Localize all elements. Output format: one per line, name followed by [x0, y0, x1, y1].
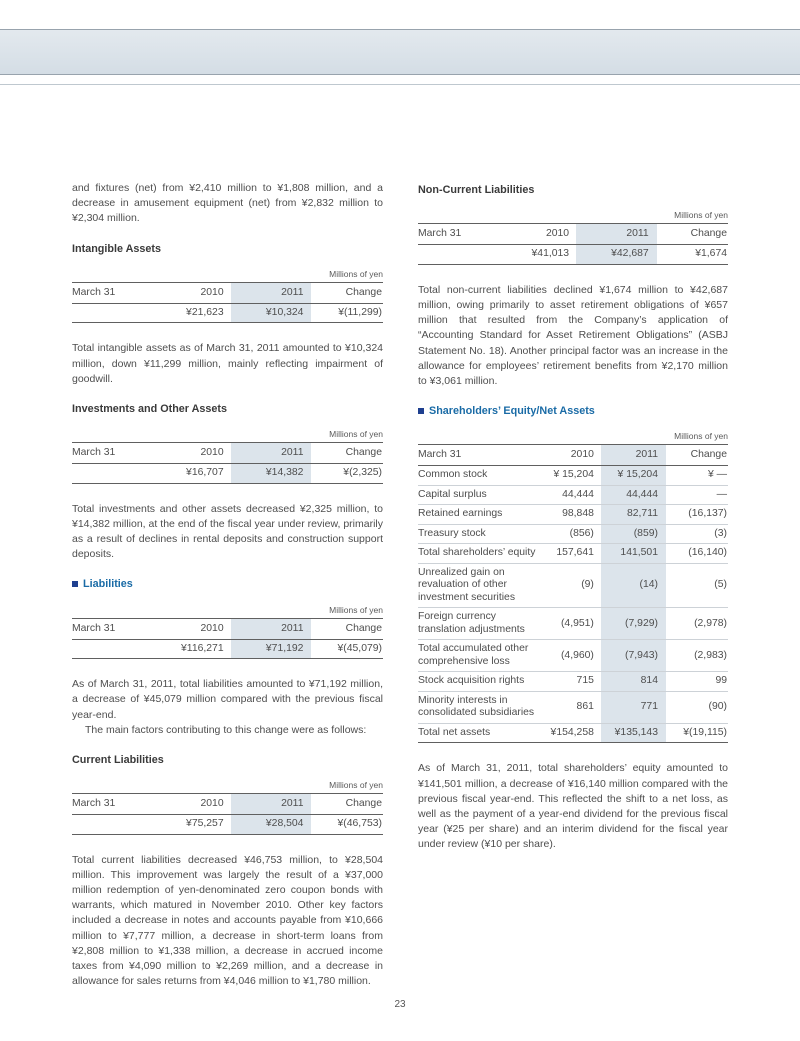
table-row [418, 524, 728, 544]
row-value: (16,137) [688, 508, 727, 520]
row-label: Unrealized gain on revaluation of other investment securities [418, 566, 516, 603]
millions-of-yen-note: Millions of yen [329, 429, 383, 440]
table-row [72, 464, 383, 484]
column-header-2011: 2011 [231, 282, 312, 303]
column-header-2011: 2011 [231, 443, 312, 464]
table-row [418, 640, 728, 672]
column-header-change: Change [345, 622, 382, 634]
row-value: ¥ — [707, 469, 727, 481]
row-value: ¥ 15,204 [601, 466, 666, 486]
row-value: ¥71,192 [231, 639, 312, 659]
page-number: 23 [394, 999, 406, 1010]
row-value: 771 [601, 691, 666, 723]
left-column [72, 181, 383, 1004]
current-liabilities-paragraph: Total current liabilities decreased ¥46,753 million, to ¥28,504 million. This improvement was largely the result of a ¥37,000 million redemption of yen-denominated zero coupon bonds with warrants, which matured in November 2010. Other key factors included a decrease in notes and accounts payable from ¥10,666 million to ¥7,777 million, a decrease in short-term loans from ¥2,808 million to ¥1,338 million, a decrease in accrued income taxes from ¥4,090 million to ¥2,269 million, and a decrease in allowance for sales returns from ¥4,046 million to ¥1,780 million. [72, 853, 383, 988]
current-liabilities-heading: Current Liabilities [72, 753, 164, 766]
section-intangible-assets [72, 242, 383, 387]
row-value: (859) [601, 524, 666, 544]
table-row [418, 245, 728, 265]
column-header-2010: 2010 [200, 798, 224, 810]
row-label [72, 303, 153, 323]
row-value: 141,501 [601, 544, 666, 564]
row-value: ¥(2,325) [343, 467, 382, 479]
section-investments-other-assets [72, 402, 383, 563]
intangible-assets-table [72, 282, 383, 324]
investments-paragraph: Total investments and other assets decreased ¥2,325 million, to ¥14,382 million, at the end of the fiscal year under review, primarily as a result of declines in rental deposits and construction support deposits. [72, 502, 383, 561]
row-value: 861 [576, 701, 594, 713]
row-value: (2,978) [694, 617, 727, 629]
column-header-2011: 2011 [601, 445, 666, 466]
row-label [72, 639, 153, 659]
row-value: 99 [715, 675, 727, 687]
row-value: ¥41,013 [531, 248, 570, 260]
column-header-2010: 2010 [200, 622, 224, 634]
row-value: 98,848 [562, 508, 594, 520]
row-value: (4,951) [560, 617, 594, 629]
intangible-assets-paragraph: Total intangible assets as of March 31, 2011 amounted to ¥10,324 million, down ¥11,299 million, mainly reflecting impairment of goodwill. [72, 342, 383, 385]
table-header-row [418, 445, 728, 466]
column-header-2010: 2010 [200, 447, 224, 459]
column-header-2011: 2011 [231, 794, 312, 815]
row-label: Treasury stock [418, 527, 486, 539]
column-header-label: March 31 [72, 286, 116, 298]
non-current-liabilities-paragraph: Total non-current liabilities declined ¥1,674 million to ¥42,687 million, owing primarily to asset retirement obligations of ¥657 million that resulted from the Company’s application of “Accounting Standard for Asset Retirement Obligations” (ASBJ Statement No. 18). Another principal factor was an increase in the allowance for employees’ retirement benefits from ¥2,170 million to ¥3,061 million. [418, 283, 728, 387]
row-value: ¥154,258 [550, 726, 594, 738]
section-non-current-liabilities [418, 183, 728, 389]
row-value: ¥ 15,204 [553, 469, 594, 481]
table-header-row [72, 794, 383, 815]
table-row [418, 485, 728, 505]
row-label: Total net assets [418, 726, 491, 738]
row-label [418, 245, 499, 265]
non-current-liabilities-table [418, 223, 728, 265]
millions-of-yen-note: Millions of yen [329, 268, 383, 279]
table-row [418, 544, 728, 564]
row-value: ¥(45,079) [337, 642, 382, 654]
table-row [72, 303, 383, 323]
column-header-label: March 31 [418, 228, 462, 240]
investments-heading: Investments and Other Assets [72, 402, 228, 415]
row-value: ¥135,143 [601, 723, 666, 743]
table-header-row [72, 443, 383, 464]
table-row [418, 608, 728, 640]
column-header-label: March 31 [72, 447, 116, 459]
row-label: Total shareholders’ equity [418, 547, 536, 559]
table-row [418, 723, 728, 743]
table-row [418, 466, 728, 486]
square-bullet-icon [418, 408, 424, 414]
column-header-change: Change [345, 286, 382, 298]
row-label: Capital surplus [418, 488, 487, 500]
table-header-row [72, 282, 383, 303]
row-value: — [716, 488, 727, 500]
row-value: 715 [576, 675, 594, 687]
header-divider-rule [0, 84, 800, 85]
liabilities-heading-label: Liabilities [83, 578, 133, 591]
column-header-label: March 31 [72, 798, 116, 810]
column-header-change: Change [345, 447, 382, 459]
row-label [72, 464, 153, 484]
shareholders-equity-heading [418, 404, 728, 419]
table-header-row [418, 224, 728, 245]
non-current-liabilities-heading: Non-Current Liabilities [418, 184, 535, 196]
row-label: Stock acquisition rights [418, 675, 525, 687]
table-row [72, 815, 383, 835]
table-row [418, 505, 728, 525]
shareholders-equity-paragraph: As of March 31, 2011, total shareholders’ equity amounted to ¥141,501 million, a decrease of ¥16,140 million compared with the previous fiscal year-end. This reflected the shift to a net loss, as well as the payment of a year-end dividend for the previous fiscal year (¥25 per share) and an interim dividend for the fiscal year under review (¥10 per share). [418, 762, 728, 851]
column-header-2010: 2010 [545, 228, 570, 240]
table-row [72, 639, 383, 659]
row-value: ¥(46,753) [337, 818, 382, 830]
row-value: ¥16,707 [186, 467, 224, 479]
row-value: 44,444 [601, 485, 666, 505]
row-value: ¥116,271 [181, 642, 224, 654]
liabilities-table [72, 618, 383, 660]
row-value: (4,960) [560, 649, 594, 661]
column-header-change: Change [690, 228, 727, 240]
row-value: ¥10,324 [231, 303, 312, 323]
row-value: (5) [714, 579, 727, 591]
row-value: (9) [581, 579, 594, 591]
section-current-liabilities [72, 753, 383, 990]
table-row [418, 672, 728, 692]
shareholders-equity-table [418, 444, 728, 743]
column-header-change: Change [345, 798, 382, 810]
liabilities-heading [72, 577, 383, 592]
row-value: (856) [569, 527, 594, 539]
page-header-band [0, 29, 800, 75]
row-value: 814 [601, 672, 666, 692]
column-header-2010: 2010 [570, 449, 594, 461]
row-value: 82,711 [601, 505, 666, 525]
row-label: Foreign currency translation adjustments [418, 611, 525, 635]
row-value: ¥75,257 [186, 818, 224, 830]
row-value: (3) [714, 527, 727, 539]
row-label: Common stock [418, 469, 488, 481]
millions-of-yen-note: Millions of yen [674, 431, 728, 442]
row-value: (7,929) [601, 608, 666, 640]
right-column [418, 181, 728, 868]
row-value: (2,983) [694, 649, 727, 661]
table-row [418, 563, 728, 608]
millions-of-yen-note: Millions of yen [674, 210, 728, 221]
table-header-row [72, 618, 383, 639]
row-label: Retained earnings [418, 508, 503, 520]
current-liabilities-table [72, 793, 383, 835]
row-value: ¥14,382 [231, 464, 312, 484]
row-value: ¥(19,115) [683, 726, 727, 738]
section-liabilities [72, 577, 383, 738]
square-bullet-icon [72, 581, 78, 587]
row-value: 44,444 [562, 488, 594, 500]
column-header-change: Change [690, 449, 727, 461]
row-value: ¥(11,299) [338, 306, 382, 318]
millions-of-yen-note: Millions of yen [329, 604, 383, 615]
intangible-assets-heading: Intangible Assets [72, 242, 161, 255]
column-header-2011: 2011 [231, 618, 312, 639]
row-value: 157,641 [556, 547, 594, 559]
row-label: Minority interests in consolidated subsidiaries [418, 694, 535, 719]
row-value: (7,943) [601, 640, 666, 672]
row-label [72, 815, 153, 835]
liabilities-paragraph-lead: As of March 31, 2011, total liabilities amounted to ¥71,192 million, a decrease of ¥45,079 million compared with the previous fiscal year-end. [72, 678, 383, 721]
column-header-2010: 2010 [200, 286, 224, 298]
investments-table [72, 442, 383, 484]
row-value: ¥28,504 [231, 815, 312, 835]
column-header-2011: 2011 [576, 224, 657, 245]
shareholders-equity-heading-label: Shareholders’ Equity/Net Assets [429, 405, 595, 418]
column-header-label: March 31 [418, 449, 462, 461]
millions-of-yen-note: Millions of yen [329, 780, 383, 791]
intro-paragraph: and fixtures (net) from ¥2,410 million to ¥1,808 million, and a decrease in amusement equipment (net) from ¥2,832 million to ¥2,304 million. [72, 182, 383, 225]
section-shareholders-equity [418, 404, 728, 852]
row-value: (90) [708, 701, 727, 713]
table-row [418, 691, 728, 723]
row-value: (14) [601, 563, 666, 608]
row-value: ¥21,623 [186, 306, 224, 318]
row-value: (16,140) [688, 547, 727, 559]
row-value: ¥1,674 [695, 248, 727, 260]
row-value: ¥42,687 [576, 245, 657, 265]
row-label: Total accumulated other comprehensive loss [418, 643, 529, 667]
liabilities-paragraph-follow: The main factors contributing to this change were as follows: [85, 723, 367, 736]
column-header-label: March 31 [72, 622, 116, 634]
